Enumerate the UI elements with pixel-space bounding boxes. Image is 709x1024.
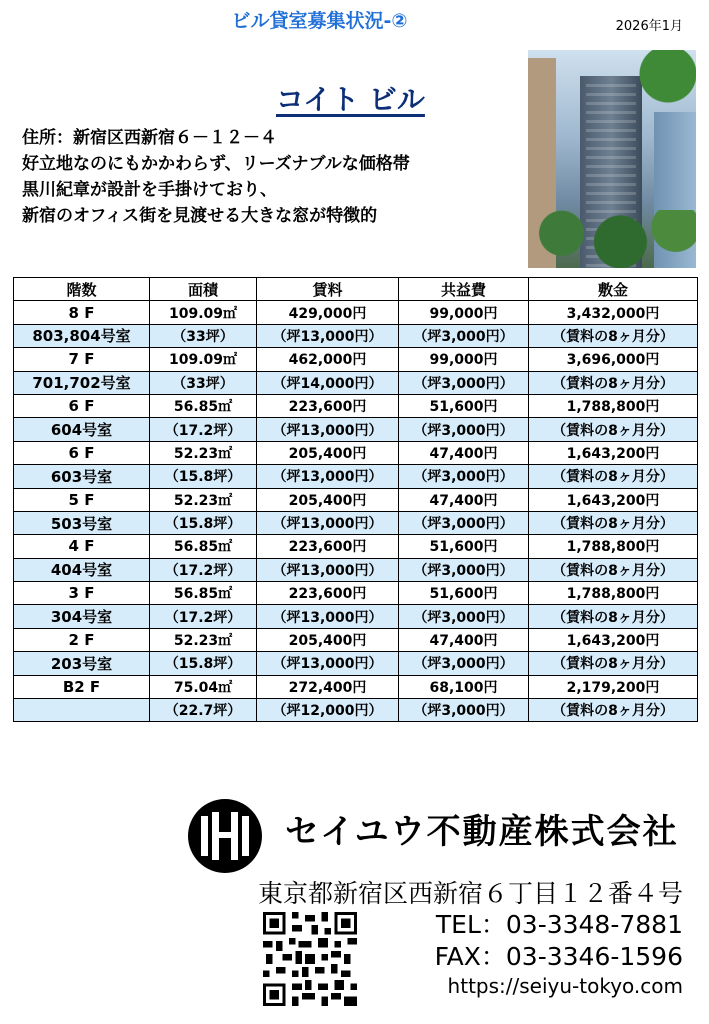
table-row [14, 699, 698, 722]
cell-floor: 7 F [14, 348, 150, 371]
company-fax: FAX：03-3346-1596 [434, 942, 683, 971]
cell-floor: 2 F [14, 628, 150, 651]
company-address: 東京都新宿区西新宿６丁目１２番４号 [257, 879, 683, 908]
table-row [14, 582, 698, 605]
company-name: セイユウ不動産株式会社 [285, 812, 679, 852]
table-row [14, 605, 698, 628]
table-row [14, 628, 698, 651]
table-row [14, 511, 698, 534]
cell-deposit-note: （賃料の8ヶ月分） [529, 699, 698, 722]
cell-room: 603号室 [14, 465, 150, 488]
cell-rent: 205,400円 [257, 441, 399, 464]
building-photo [528, 50, 696, 268]
cell-rent-per-tsubo: （坪13,000円） [257, 605, 399, 628]
cell-common-fee: 68,100円 [399, 675, 529, 698]
header-area: 面積 [150, 278, 257, 301]
page-heading: ビル貸室募集状況-② [231, 10, 408, 32]
cell-area-tsubo: （17.2坪） [150, 558, 257, 581]
cell-rent: 205,400円 [257, 628, 399, 651]
cell-rent: 223,600円 [257, 394, 399, 417]
qr-code-icon[interactable] [263, 912, 357, 1006]
cell-room: 701,702号室 [14, 371, 150, 394]
cell-common-fee-per-tsubo: （坪3,000円） [399, 511, 529, 534]
cell-common-fee-per-tsubo: （坪3,000円） [399, 371, 529, 394]
cell-area: 52.23㎡ [150, 488, 257, 511]
table-row [14, 418, 698, 441]
cell-common-fee-per-tsubo: （坪3,000円） [399, 699, 529, 722]
cell-deposit: 3,432,000円 [529, 301, 698, 324]
cell-area-tsubo: （17.2坪） [150, 418, 257, 441]
cell-common-fee: 51,600円 [399, 535, 529, 558]
cell-area-tsubo: （22.7坪） [150, 699, 257, 722]
cell-area: 109.09㎡ [150, 348, 257, 371]
table-row [14, 675, 698, 698]
cell-common-fee-per-tsubo: （坪3,000円） [399, 652, 529, 675]
cell-common-fee: 47,400円 [399, 488, 529, 511]
cell-rent-per-tsubo: （坪12,000円） [257, 699, 399, 722]
cell-common-fee-per-tsubo: （坪3,000円） [399, 465, 529, 488]
cell-area-tsubo: （17.2坪） [150, 605, 257, 628]
info-line-3: 新宿のオフィス街を見渡せる大きな窓が特徴的 [22, 206, 378, 226]
cell-rent: 223,600円 [257, 535, 399, 558]
info-line-2: 黒川紀章が設計を手掛けており、 [22, 180, 277, 200]
cell-rent-per-tsubo: （坪13,000円） [257, 418, 399, 441]
cell-deposit-note: （賃料の8ヶ月分） [529, 605, 698, 628]
cell-area: 56.85㎡ [150, 535, 257, 558]
info-line-1: 好立地なのにもかかわらず、リーズナブルな価格帯 [22, 154, 410, 174]
cell-deposit: 1,788,800円 [529, 535, 698, 558]
building-name: コイト ビル [276, 83, 425, 116]
cell-common-fee: 51,600円 [399, 582, 529, 605]
table-row [14, 324, 698, 347]
cell-deposit-note: （賃料の8ヶ月分） [529, 371, 698, 394]
cell-deposit: 1,643,200円 [529, 441, 698, 464]
table-row [14, 488, 698, 511]
cell-area: 75.04㎡ [150, 675, 257, 698]
cell-deposit: 2,179,200円 [529, 675, 698, 698]
cell-floor: 3 F [14, 582, 150, 605]
cell-deposit-note: （賃料の8ヶ月分） [529, 558, 698, 581]
vacancy-table [13, 277, 698, 722]
cell-room: 304号室 [14, 605, 150, 628]
cell-rent: 205,400円 [257, 488, 399, 511]
cell-deposit: 3,696,000円 [529, 348, 698, 371]
table-row [14, 441, 698, 464]
cell-area-tsubo: （33坪） [150, 324, 257, 347]
cell-area: 56.85㎡ [150, 394, 257, 417]
cell-common-fee-per-tsubo: （坪3,000円） [399, 324, 529, 347]
cell-deposit-note: （賃料の8ヶ月分） [529, 418, 698, 441]
table-row [14, 652, 698, 675]
cell-deposit: 1,643,200円 [529, 488, 698, 511]
cell-room [14, 699, 150, 722]
cell-common-fee: 47,400円 [399, 628, 529, 651]
cell-area: 109.09㎡ [150, 301, 257, 324]
cell-rent-per-tsubo: （坪13,000円） [257, 652, 399, 675]
cell-room: 604号室 [14, 418, 150, 441]
cell-common-fee: 47,400円 [399, 441, 529, 464]
cell-common-fee-per-tsubo: （坪3,000円） [399, 418, 529, 441]
cell-common-fee-per-tsubo: （坪3,000円） [399, 558, 529, 581]
cell-rent-per-tsubo: （坪13,000円） [257, 511, 399, 534]
cell-deposit-note: （賃料の8ヶ月分） [529, 652, 698, 675]
cell-room: 404号室 [14, 558, 150, 581]
company-logo-icon [187, 798, 263, 874]
cell-area-tsubo: （15.8坪） [150, 511, 257, 534]
cell-floor: 6 F [14, 394, 150, 417]
company-url[interactable]: https://seiyu-tokyo.com [447, 974, 683, 998]
cell-floor: 8 F [14, 301, 150, 324]
cell-deposit-note: （賃料の8ヶ月分） [529, 465, 698, 488]
table-row [14, 535, 698, 558]
cell-rent-per-tsubo: （坪13,000円） [257, 558, 399, 581]
building-info [22, 125, 410, 229]
cell-deposit: 1,788,800円 [529, 394, 698, 417]
cell-rent: 272,400円 [257, 675, 399, 698]
cell-common-fee: 99,000円 [399, 301, 529, 324]
company-tel: TEL：03-3348-7881 [435, 910, 683, 939]
table-row [14, 558, 698, 581]
cell-rent-per-tsubo: （坪13,000円） [257, 324, 399, 347]
cell-area-tsubo: （15.8坪） [150, 652, 257, 675]
cell-floor: B2 F [14, 675, 150, 698]
cell-floor: 5 F [14, 488, 150, 511]
cell-rent: 462,000円 [257, 348, 399, 371]
table-row [14, 465, 698, 488]
header-rent: 賃料 [257, 278, 399, 301]
cell-room: 503号室 [14, 511, 150, 534]
cell-area-tsubo: （33坪） [150, 371, 257, 394]
cell-room: 203号室 [14, 652, 150, 675]
cell-rent-per-tsubo: （坪13,000円） [257, 465, 399, 488]
table-header-row [14, 278, 698, 301]
cell-common-fee-per-tsubo: （坪3,000円） [399, 605, 529, 628]
cell-common-fee: 51,600円 [399, 394, 529, 417]
cell-floor: 6 F [14, 441, 150, 464]
cell-area: 52.23㎡ [150, 628, 257, 651]
cell-rent: 429,000円 [257, 301, 399, 324]
cell-deposit: 1,643,200円 [529, 628, 698, 651]
cell-room: 803,804号室 [14, 324, 150, 347]
cell-rent: 223,600円 [257, 582, 399, 605]
cell-common-fee: 99,000円 [399, 348, 529, 371]
cell-area-tsubo: （15.8坪） [150, 465, 257, 488]
table-row [14, 394, 698, 417]
building-address: 住所：新宿区西新宿６－１２－４ [22, 128, 277, 148]
cell-rent-per-tsubo: （坪14,000円） [257, 371, 399, 394]
cell-area: 52.23㎡ [150, 441, 257, 464]
header-deposit: 敷金 [529, 278, 698, 301]
cell-area: 56.85㎡ [150, 582, 257, 605]
cell-deposit-note: （賃料の8ヶ月分） [529, 511, 698, 534]
cell-deposit: 1,788,800円 [529, 582, 698, 605]
table-row [14, 371, 698, 394]
cell-deposit-note: （賃料の8ヶ月分） [529, 324, 698, 347]
table-row [14, 348, 698, 371]
header-common-fee: 共益費 [399, 278, 529, 301]
cell-floor: 4 F [14, 535, 150, 558]
header-floor: 階数 [14, 278, 150, 301]
table-row [14, 301, 698, 324]
issue-date: 2026年1月 [615, 19, 683, 34]
